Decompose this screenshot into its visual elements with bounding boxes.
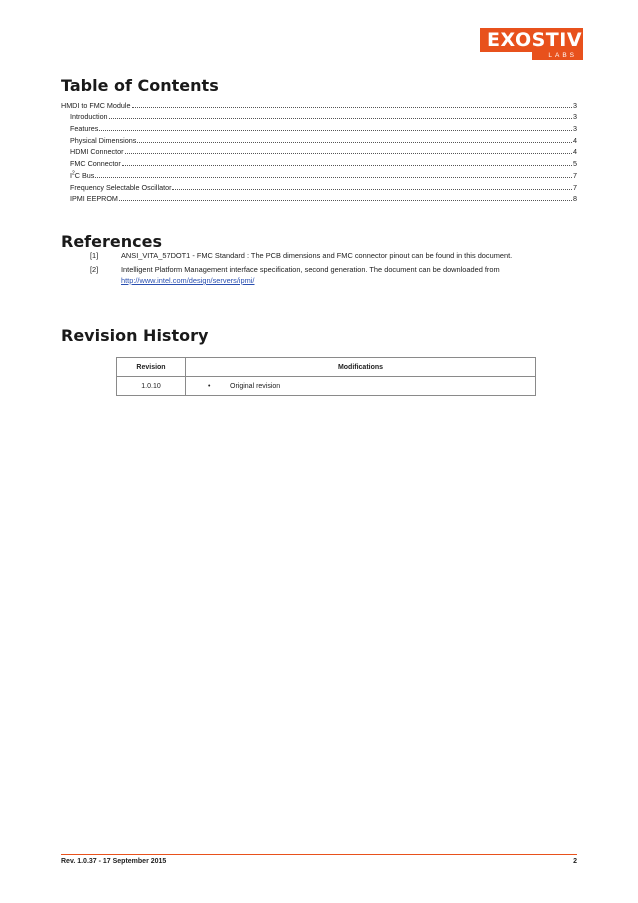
toc-entry-physical-dimensions[interactable]: [61, 134, 577, 146]
revision-history-table: [116, 357, 536, 396]
toc-dot-leader: [95, 176, 572, 178]
toc-entry-introduction[interactable]: [61, 111, 577, 123]
toc-dot-leader: [99, 129, 572, 131]
toc-entry-page: 7: [573, 182, 577, 192]
logo-subtext: LABS: [548, 52, 577, 59]
toc-dot-leader: [137, 141, 572, 143]
footer-revision-date: Rev. 1.0.37 - 17 September 2015: [61, 858, 167, 865]
table-header-row: [117, 358, 536, 377]
revision-column-header: Revision: [117, 358, 186, 377]
toc-entry-label: Features: [70, 124, 99, 134]
toc-dot-leader: [125, 152, 572, 154]
toc-entry-hmdi-to-fmc-module[interactable]: [61, 99, 577, 111]
toc-dot-leader: [172, 188, 572, 190]
toc-title: Table of Contents: [61, 76, 219, 95]
toc-entry-label: Introduction: [70, 112, 108, 122]
toc-entry-hdmi-connector[interactable]: [61, 146, 577, 158]
toc-entry-label: FMC Connector: [70, 159, 121, 169]
toc-entry-label: HDMI Connector: [70, 147, 124, 157]
toc-entry-page: 3: [573, 112, 577, 122]
references-title: References: [61, 232, 162, 251]
revision-history-title: Revision History: [61, 326, 209, 345]
exostiv-labs-logo: [480, 28, 583, 59]
toc-entry-page: 5: [573, 159, 577, 169]
toc-entry-ipmi-eeprom[interactable]: [61, 193, 577, 205]
reference-text: ANSI_VITA_57DOT1 - FMC Standard : The PCB dimensions and FMC connector pinout can be found in this document.: [121, 251, 513, 260]
footer-page-number: 2: [573, 858, 577, 865]
reference-number: [1]: [90, 251, 99, 260]
table-row: [117, 377, 536, 396]
table-of-contents: [61, 99, 577, 204]
reference-text: Intelligent Platform Management interface specification, second generation. The document can be downloaded from http://www.intel.com/design/servers/ipmi/: [121, 264, 500, 285]
toc-dot-leader: [132, 106, 573, 108]
toc-entry-label: Frequency Selectable Oscillator: [70, 182, 172, 192]
toc-entry-frequency-selectable-oscillator[interactable]: [61, 181, 577, 193]
toc-dot-leader: [119, 199, 572, 201]
modification-cell: [186, 377, 536, 396]
references-list: [90, 250, 570, 289]
reference-number: [2]: [90, 264, 99, 274]
toc-dot-leader: [109, 117, 572, 119]
toc-entry-label: HMDI to FMC Module: [61, 100, 131, 110]
logo-text: EXOSTIV: [487, 29, 583, 51]
toc-entry-page: 4: [573, 135, 577, 145]
toc-entry-features[interactable]: [61, 122, 577, 134]
bullet-icon: •: [208, 382, 211, 390]
toc-entry-page: 8: [573, 194, 577, 204]
modifications-column-header: Modifications: [186, 358, 536, 377]
toc-entry-page: 3: [573, 124, 577, 134]
toc-entry-label: IPMI EEPROM: [70, 194, 118, 204]
ipmi-spec-link[interactable]: http://www.intel.com/design/servers/ipmi/: [121, 276, 255, 285]
toc-entry-page: 3: [573, 100, 577, 110]
revision-cell: 1.0.10: [117, 377, 186, 396]
toc-entry-page: 7: [573, 170, 577, 180]
toc-entry-i2c-bus[interactable]: [61, 169, 577, 181]
toc-entry-page: 4: [573, 147, 577, 157]
toc-entry-label: $I^2C$ Bus: [70, 170, 95, 180]
toc-dot-leader: [122, 164, 572, 166]
modification-text: Original revision: [230, 382, 281, 390]
toc-entry-fmc-connector[interactable]: [61, 157, 577, 169]
reference-item: [90, 250, 570, 262]
footer-divider: [61, 854, 577, 855]
toc-entry-label: Physical Dimensions: [70, 135, 137, 145]
reference-item: [90, 264, 570, 287]
